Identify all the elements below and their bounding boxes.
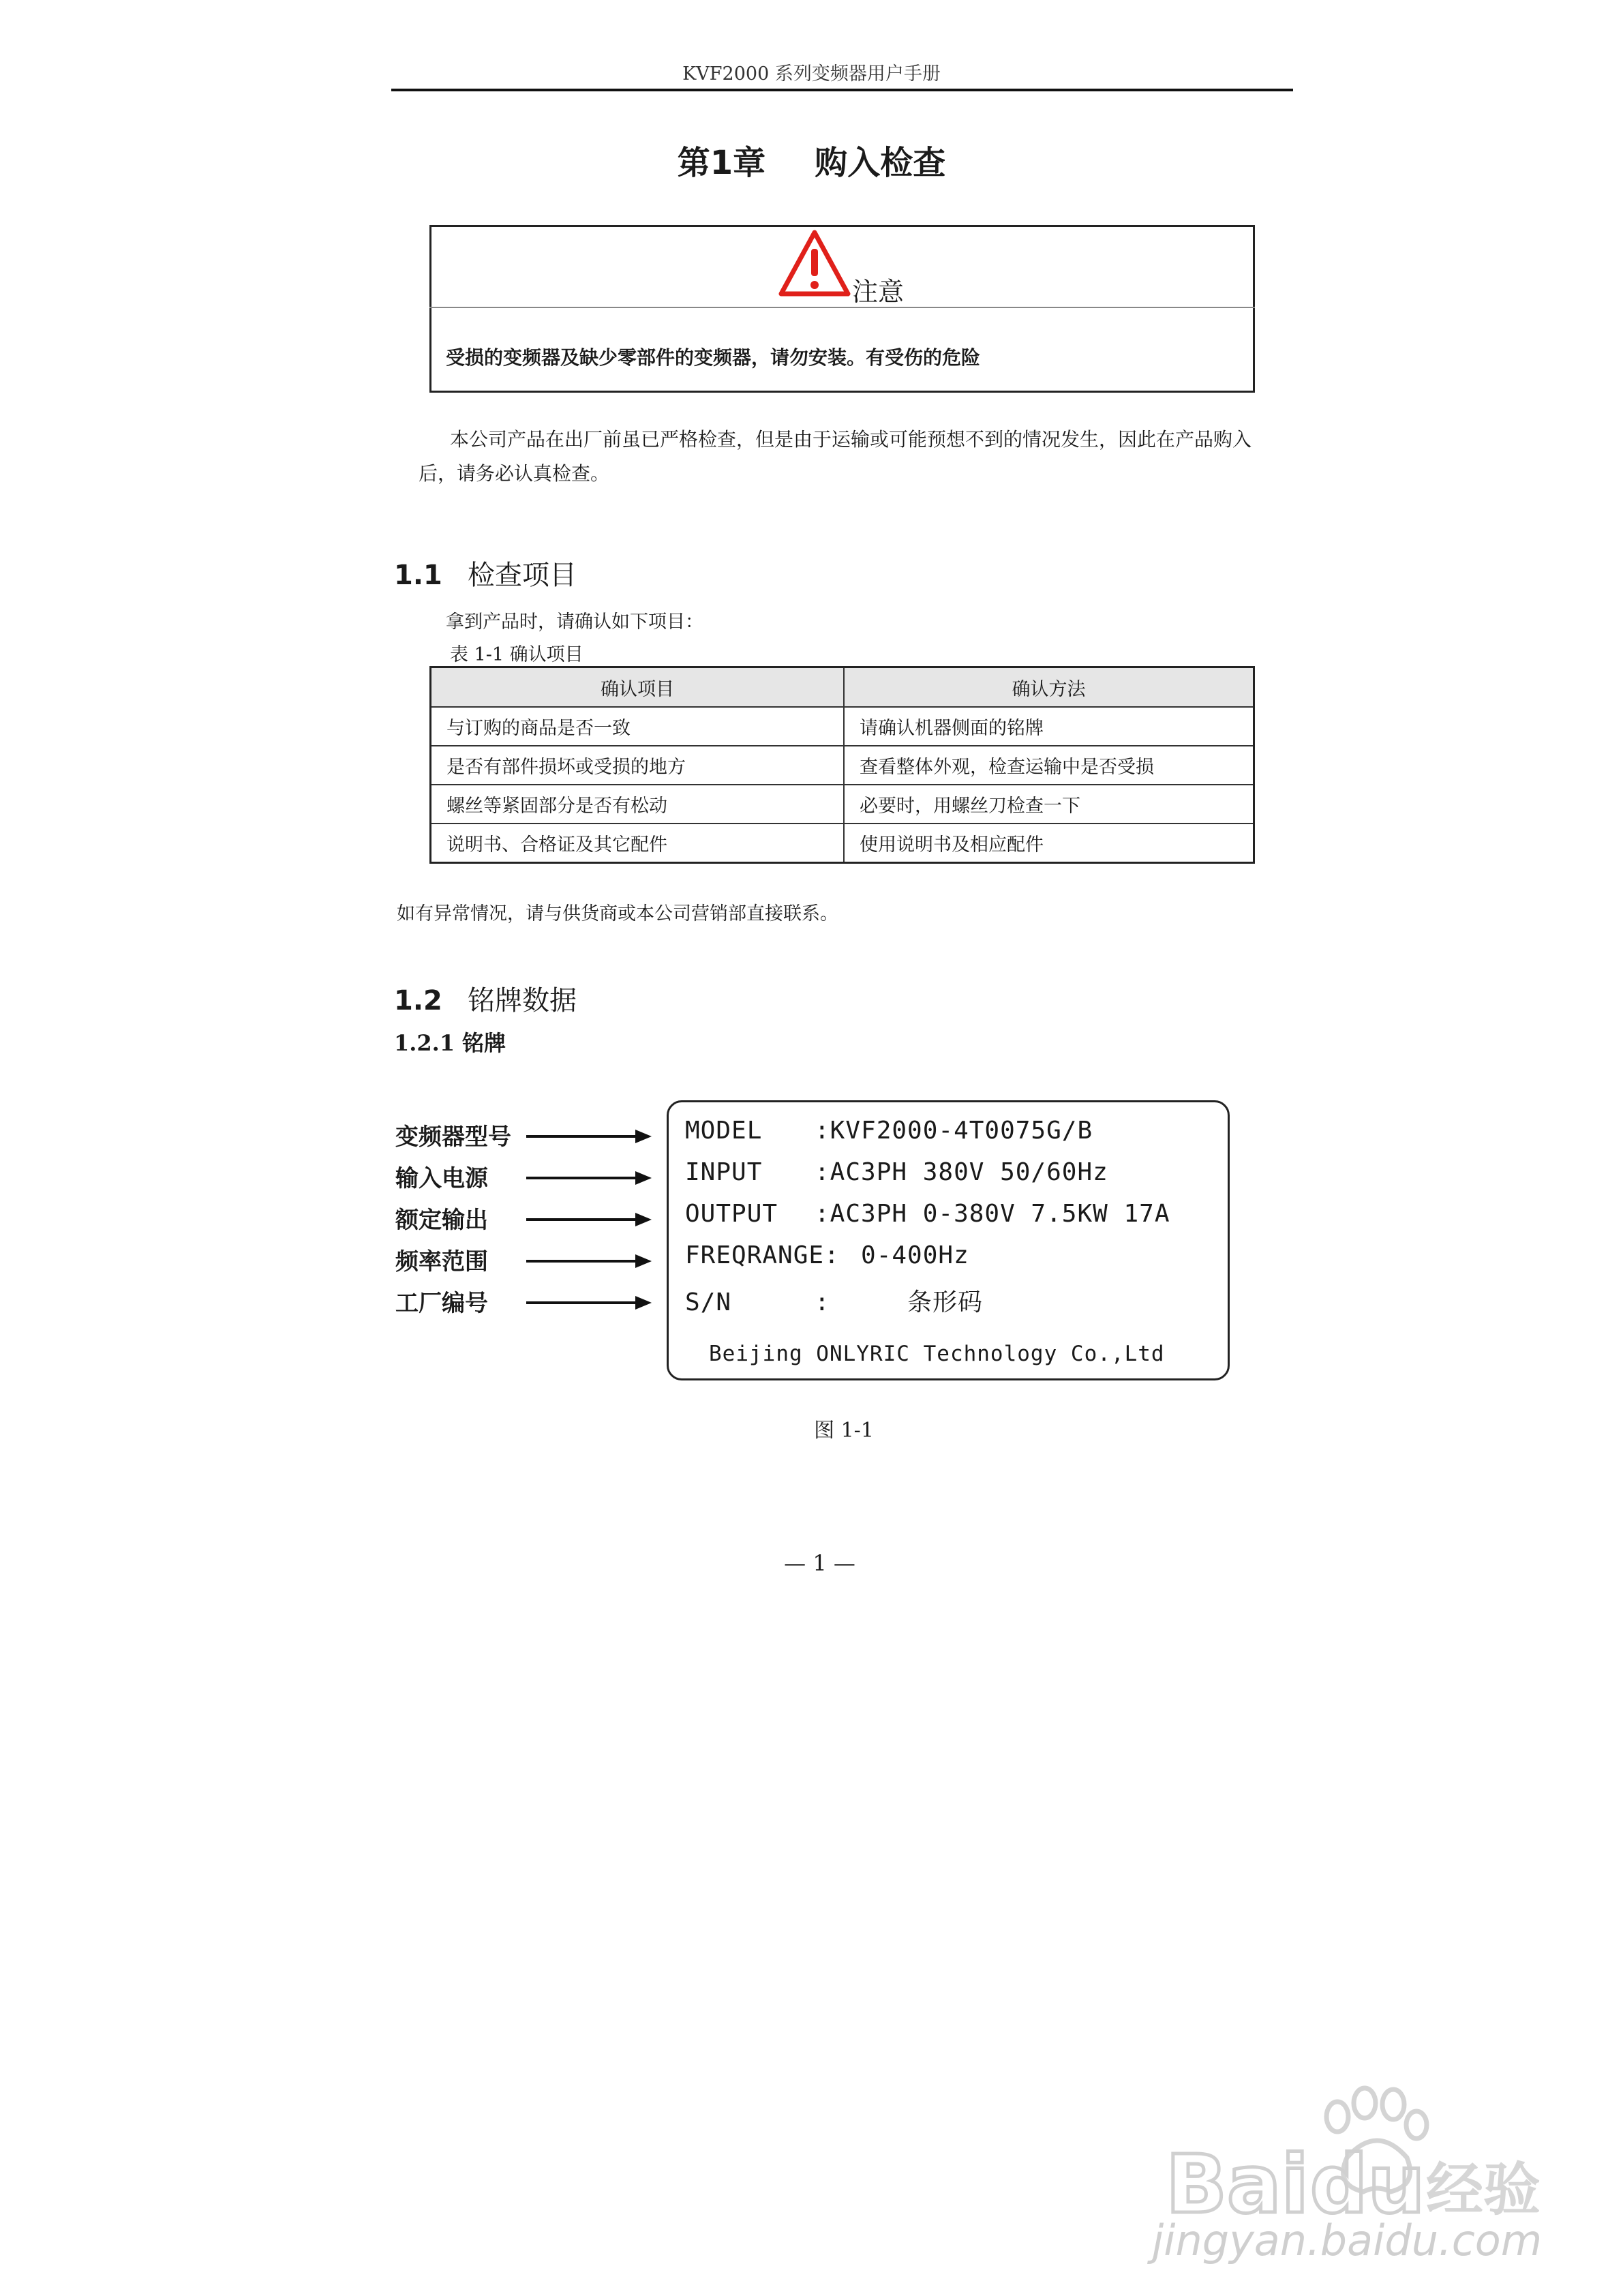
table-row: [431, 824, 1254, 863]
section-number: 1.1: [394, 560, 442, 591]
nameplate-label: 输入电源: [395, 1165, 488, 1192]
chapter-number: 第1章: [677, 144, 766, 182]
arrow-right-icon: [526, 1128, 652, 1145]
table-cell: 与订购的商品是否一致: [431, 707, 845, 746]
table-cell: 螺丝等紧固部分是否有松动: [431, 785, 845, 824]
table-caption: 表 1-1 确认项目: [450, 644, 583, 665]
nameplate-label: 频率范围: [395, 1248, 488, 1275]
section-heading-1-2: [394, 979, 577, 1018]
section-heading-1-1: [394, 554, 577, 592]
nameplate-row: [685, 1117, 1093, 1145]
arrow-right-icon: [526, 1253, 652, 1269]
contact-note: 如有异常情况，请与供货商或本公司营销部直接联系。: [397, 903, 838, 924]
nameplate-value: : 条形码: [815, 1288, 984, 1316]
nameplate-label: 变频器型号: [395, 1123, 511, 1151]
nameplate-value: :AC3PH 0-380V 7.5KW 17A: [815, 1200, 1170, 1228]
subsection-heading-1-2-1: [394, 1026, 506, 1057]
table-header-row: [431, 667, 1254, 708]
nameplate-key: INPUT: [685, 1158, 763, 1186]
table-cell: 是否有部件损坏或受损的地方: [431, 746, 845, 785]
table-cell: 说明书、合格证及其它配件: [431, 824, 845, 863]
svg-text:经验: 经验: [1426, 2156, 1541, 2223]
nameplate-value: :AC3PH 380V 50/60Hz: [815, 1158, 1108, 1186]
chapter-title: [0, 136, 1623, 183]
svg-text:Bai: Bai: [1166, 2137, 1309, 2231]
section-number: 1.2: [394, 985, 442, 1016]
page-number: — 1 —: [784, 1550, 855, 1576]
intro-paragraph: 本公司产品在出厂前虽已严格检查，但是由于运输或可能预想不到的情况发生，因此在产品购入后，请务必认真检查。: [419, 428, 1252, 485]
arrow-right-icon: [526, 1295, 652, 1311]
nameplate-row: [685, 1200, 1170, 1228]
nameplate-value: 0-400Hz: [815, 1241, 969, 1269]
nameplate-key: FREQRANGE:: [685, 1241, 840, 1269]
table-row: [431, 746, 1254, 785]
table-header-cell: 确认方法: [844, 667, 1254, 708]
table-row: [431, 707, 1254, 746]
warning-text: 受损的变频器及缺少零部件的变频器，请勿安装。有受伤的危险: [446, 346, 981, 369]
table-cell: 必要时，用螺丝刀检查一下: [844, 785, 1254, 824]
table-header-cell: 确认项目: [431, 667, 845, 708]
watermark-url: jingyan.baidu.com: [1152, 2216, 1543, 2265]
confirm-table: [429, 666, 1255, 864]
nameplate-key: OUTPUT: [685, 1200, 778, 1228]
warning-title: 注意: [852, 277, 905, 307]
section-title: 铭牌数据: [468, 985, 577, 1016]
section-title: 检查项目: [468, 560, 577, 591]
subsection-title: 铭牌: [462, 1030, 506, 1056]
document-header: KVF2000 系列变频器用户手册: [682, 63, 941, 85]
warning-triangle-icon: [777, 228, 852, 300]
chapter-heading: 购入检查: [815, 144, 946, 182]
arrow-right-icon: [526, 1170, 652, 1186]
table-row: [431, 785, 1254, 824]
header-rule: [391, 89, 1293, 91]
nameplate-row: [685, 1241, 969, 1269]
svg-text:du: du: [1310, 2137, 1425, 2231]
nameplate-label: 额定输出: [395, 1207, 488, 1234]
figure-caption: 图 1-1: [814, 1419, 874, 1442]
table-cell: 查看整体外观，检查运输中是否受损: [844, 746, 1254, 785]
subsection-number: 1.2.1: [394, 1030, 455, 1056]
nameplate-company: Beijing ONLYRIC Technology Co.,Ltd: [709, 1342, 1165, 1366]
table-cell: 请确认机器侧面的铭牌: [844, 707, 1254, 746]
warning-divider: [429, 307, 1255, 308]
nameplate-row: [685, 1158, 1108, 1186]
table-cell: 使用说明书及相应配件: [844, 824, 1254, 863]
baidu-jingyan-watermark-icon: [1159, 2076, 1541, 2239]
nameplate-key: S/N: [685, 1288, 732, 1316]
section-intro: 拿到产品时，请确认如下项目：: [446, 611, 703, 633]
arrow-right-icon: [526, 1211, 652, 1228]
nameplate-key: MODEL: [685, 1117, 763, 1145]
nameplate-value: :KVF2000-4T0075G/B: [815, 1117, 1093, 1145]
nameplate-label: 工厂编号: [395, 1290, 488, 1317]
nameplate-row: [685, 1283, 983, 1318]
